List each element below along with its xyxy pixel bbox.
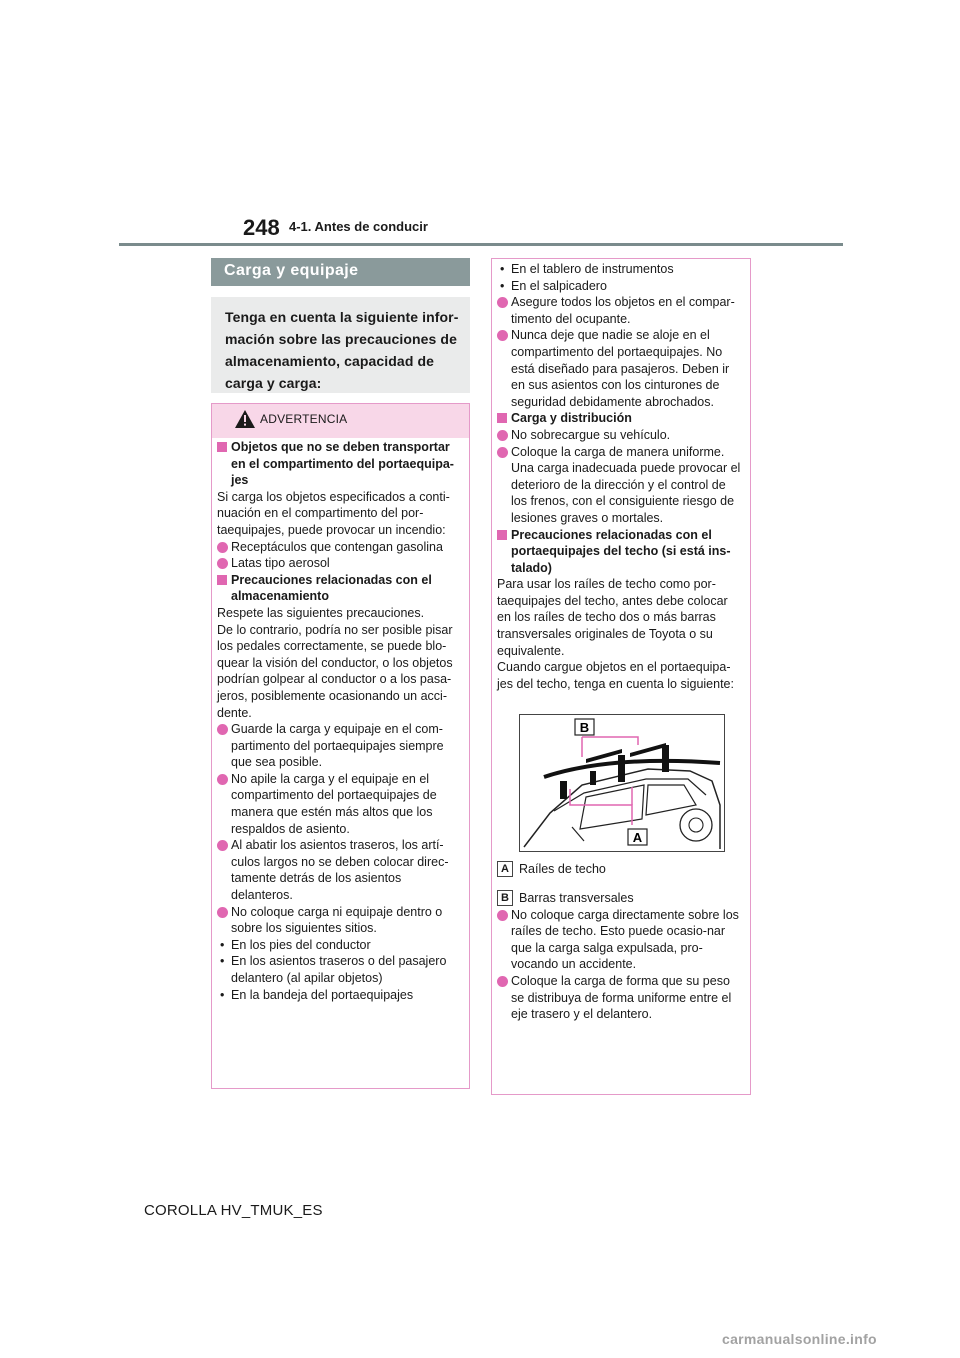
watermark: carmanualsonline.info — [722, 1331, 877, 1347]
sub-bullet-item: • En los asientos traseros o del pasajero delantero (al apilar objetos) — [217, 953, 462, 986]
document-footer: COROLLA HV_TMUK_ES — [144, 1202, 323, 1219]
bullet-item: Al abatir los asientos traseros, los artí-culos largos no se deben colocar direc-tamente detrás de los asientos delanteros. — [217, 837, 462, 903]
callout-label-b: B — [579, 720, 590, 736]
bullet-item: Asegure todos los objetos en el compar-timento del ocupante. — [497, 294, 743, 327]
legend-item — [497, 861, 743, 878]
roof-rack-illustration — [519, 714, 725, 852]
legend-tag: A — [497, 861, 513, 877]
topic-title: Carga y equipaje — [224, 262, 359, 279]
bullet-item: No coloque carga ni equipaje dentro o sobre los siguientes sitios. — [217, 904, 462, 937]
sub-bullet-item: • En la bandeja del portaequipajes — [217, 987, 462, 1004]
warning-subheading: Precauciones relacionadas con el portaequipajes del techo (si está ins-talado) — [497, 527, 743, 577]
car-roof-drawing — [520, 715, 724, 851]
bullet-item: Guarde la carga y equipaje en el com-partimento del portaequipajes siempre que sea posible. — [217, 721, 462, 771]
warning-subheading: Objetos que no se deben transportar en el compartimento del portaequipa-jes — [217, 439, 462, 489]
bullet-item: No coloque carga directamente sobre los raíles de techo. Esto puede ocasio-nar que la carga salga expulsada, pro-vocando un accidente. — [497, 907, 743, 973]
legend-tag: B — [497, 890, 513, 906]
sub-bullet-item: • En los pies del conductor — [217, 937, 462, 954]
bullet-item: No apile la carga y el equipaje en el compartimento del portaequipajes de manera que estén más altos que los respaldos de asiento. — [217, 771, 462, 837]
warning-box — [211, 403, 470, 1089]
topic-title-bar — [211, 258, 470, 286]
legend-text: Raíles de techo — [519, 862, 606, 877]
bullet-item: Coloque la carga de forma que su peso se distribuya de forma uniforme entre el eje trasero y el delantero. — [497, 973, 743, 1023]
paragraph: Cuando cargue objetos en el portaequipa-jes del techo, tenga en cuenta lo siguiente: — [497, 660, 734, 691]
bullet-item: No sobrecargue su vehículo. — [497, 427, 743, 444]
intro-line: almacenamiento, capacidad de — [225, 353, 434, 369]
intro-box — [211, 297, 470, 393]
bullet-item: Nunca deje que nadie se aloje en el compartimento del portaequipajes. No está diseñado para pasajeros. Deben ir en sus asientos con los cinturones de seguridad debidamente abrochados. — [497, 327, 743, 410]
sub-bullet-item: • En el tablero de instrumentos — [497, 261, 743, 278]
warning-header — [212, 404, 469, 438]
legend-item — [497, 890, 743, 907]
sub-bullet-item: • En el salpicadero — [497, 278, 743, 295]
warning-subheading: Carga y distribución — [497, 410, 743, 427]
bullet-item: Coloque la carga de manera uniforme. Una carga inadecuada puede provocar el deterioro de la dirección y el control de los frenos, con el consiguiente riesgo de lesiones graves o mortales. — [497, 444, 743, 527]
bullet-item: Latas tipo aerosol — [217, 555, 462, 572]
header-divider — [119, 243, 843, 246]
warning-box-continued — [491, 258, 751, 1095]
intro-line: Tenga en cuenta la siguiente infor- — [225, 309, 459, 325]
bullet-item: Receptáculos que contengan gasolina — [217, 539, 462, 556]
warning-subheading: Precauciones relacionadas con el almacenamiento — [217, 572, 462, 605]
intro-line: carga y carga: — [225, 375, 322, 391]
paragraph: Respete las siguientes precauciones. — [217, 605, 425, 620]
paragraph: De lo contrario, podría no ser posible pisar los pedales correctamente, se puede blo-quear la visión del conductor, o los objetos podrían golpear al conductor o a los pasa-jeros, posiblemente ocasionando un acci-dente. — [217, 622, 453, 720]
paragraph: Si carga los objetos especificados a conti-nuación en el compartimento del por-taequipajes, puede provocar un incendio: — [217, 489, 450, 537]
paragraph: Para usar los raíles de techo como por-taequipajes del techo, antes debe colocar en los raíles de techo dos o más barras transversales originales de Toyota o su equivalente. — [497, 577, 728, 658]
section-title: 4-1. Antes de conducir — [289, 219, 428, 234]
warning-triangle-icon — [234, 409, 256, 429]
callout-label-a: A — [632, 830, 643, 846]
legend-text: Barras transversales — [519, 891, 634, 906]
warning-title: ADVERTENCIA — [260, 412, 348, 426]
intro-line: mación sobre las precauciones de — [225, 331, 457, 347]
page-number: 248 — [243, 215, 280, 240]
